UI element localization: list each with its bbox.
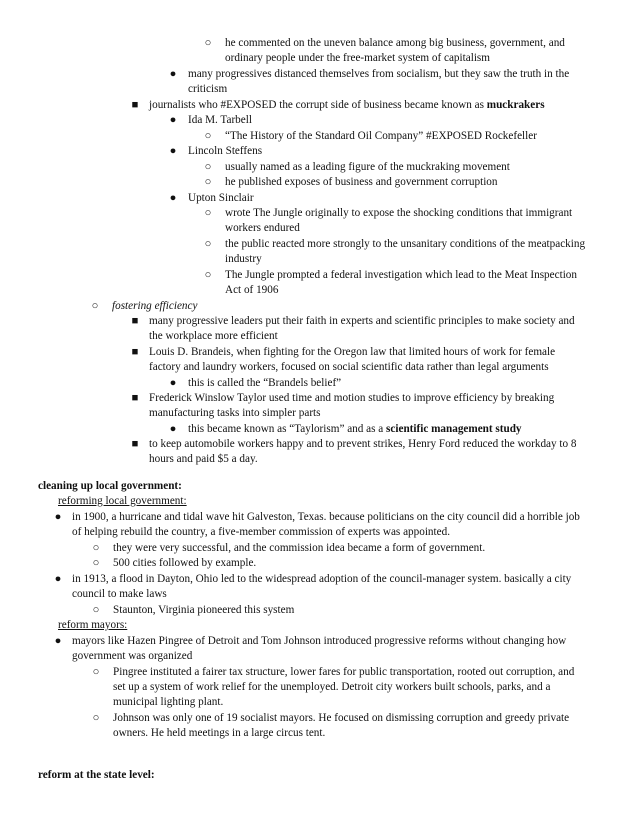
note-text: Frederick Winslow Taylor used time and motion studies to improve efficiency by breaking (149, 392, 555, 404)
note-text: they were very successful, and the commission idea became a form of government. (113, 542, 486, 554)
note-text: Act of 1906 (225, 284, 279, 296)
subsection-heading: reform mayors: (58, 619, 128, 631)
note-text-part: this became known as “Taylorism” and as a (188, 423, 387, 435)
keyword-scientific-management: scientific management study (386, 423, 522, 435)
square-bullet-icon: ■ (131, 438, 139, 450)
note-text: Upton Sinclair (188, 192, 254, 204)
note-text: Louis D. Brandeis, when fighting for the Oregon law that limited hours of work for female (149, 346, 556, 358)
note-text: Johnson was only one of 19 socialist mayors. He focused on dismissing corruption and greedy private (113, 712, 570, 724)
disc-bullet-icon: ● (54, 635, 62, 647)
note-text: set up a system of work relief for the unemployed. Detroit city workers built schools, parks, and a (113, 681, 551, 693)
circle-bullet-icon: ○ (92, 557, 100, 569)
note-text: “The History of the Standard Oil Company” #EXPOSED Rockefeller (225, 130, 537, 142)
note-text: workers endured (225, 222, 300, 234)
circle-bullet-icon: ○ (92, 666, 100, 678)
disc-bullet-icon: ● (169, 68, 177, 80)
note-text: wrote The Jungle originally to expose the shocking conditions that immigrant (225, 207, 573, 219)
note-text: owners. He held meetings in a large circus tent. (113, 727, 326, 739)
note-text: to keep automobile workers happy and to prevent strikes, Henry Ford reduced the workday to 8 (149, 438, 577, 450)
circle-bullet-icon: ○ (91, 300, 99, 312)
disc-bullet-icon: ● (169, 114, 177, 126)
note-text: Staunton, Virginia pioneered this system (113, 604, 295, 616)
note-text: The Jungle prompted a federal investigation which lead to the Meat Inspection (225, 269, 577, 281)
note-text: he commented on the uneven balance among big business, government, and (225, 37, 565, 49)
circle-bullet-icon: ○ (204, 207, 212, 219)
section-heading: fostering efficiency (112, 300, 198, 312)
note-text: council to make laws (72, 588, 167, 600)
circle-bullet-icon: ○ (204, 238, 212, 250)
square-bullet-icon: ■ (131, 346, 139, 358)
note-text: factory and laundry workers, focused on social scientific data rather than legal arguments (149, 361, 549, 373)
note-text: Lincoln Steffens (188, 145, 263, 157)
square-bullet-icon: ■ (131, 315, 139, 327)
square-bullet-icon: ■ (131, 99, 139, 111)
note-text-part: journalists who #EXPOSED the corrupt side of business became known as (149, 99, 487, 111)
circle-bullet-icon: ○ (204, 37, 212, 49)
circle-bullet-icon: ○ (204, 269, 212, 281)
note-text: Pingree instituted a fairer tax structure, lower fares for public transportation, rooted out corruption, and (113, 666, 575, 678)
circle-bullet-icon: ○ (92, 712, 100, 724)
note-text: hours and paid $5 a day. (149, 453, 258, 465)
note-text: in 1913, a flood in Dayton, Ohio led to the widespread adoption of the council-manager system. basically a city (72, 573, 572, 585)
note-text: in 1900, a hurricane and tidal wave hit Galveston, Texas. because politicians on the city council did a horrible job (72, 511, 580, 523)
note-text: of helping rebuild the country, a five-member commission of experts was appointed. (72, 526, 450, 538)
circle-bullet-icon: ○ (92, 542, 100, 554)
section-heading: reform at the state level: (38, 769, 155, 781)
note-text (188, 422, 522, 437)
note-text (149, 98, 545, 113)
note-text: municipal lighting plant. (113, 696, 224, 708)
note-text: mayors like Hazen Pingree of Detroit and Tom Johnson introduced progressive reforms without changing how (72, 635, 567, 647)
disc-bullet-icon: ● (169, 423, 177, 435)
note-text: criticism (188, 83, 228, 95)
note-text: 500 cities followed by example. (113, 557, 257, 569)
note-text: Ida M. Tarbell (188, 114, 252, 126)
note-text: he published exposes of business and government corruption (225, 176, 498, 188)
disc-bullet-icon: ● (54, 511, 62, 523)
subsection-heading: reforming local government: (58, 495, 187, 507)
note-text: this is called the “Brandels belief” (188, 377, 342, 389)
circle-bullet-icon: ○ (204, 161, 212, 173)
note-text: government was organized (72, 650, 193, 662)
note-text: usually named as a leading figure of the muckraking movement (225, 161, 510, 173)
note-text: the workplace more efficient (149, 330, 278, 342)
circle-bullet-icon: ○ (204, 176, 212, 188)
disc-bullet-icon: ● (54, 573, 62, 585)
disc-bullet-icon: ● (169, 192, 177, 204)
disc-bullet-icon: ● (169, 377, 177, 389)
note-text: industry (225, 253, 262, 265)
note-text: ordinary people under the free-market system of capitalism (225, 52, 490, 64)
square-bullet-icon: ■ (131, 392, 139, 404)
circle-bullet-icon: ○ (204, 130, 212, 142)
disc-bullet-icon: ● (169, 145, 177, 157)
keyword-muckrakers: muckrakers (486, 99, 545, 111)
note-text: many progressives distanced themselves from socialism, but they saw the truth in the (188, 68, 570, 80)
section-heading: cleaning up local government: (38, 480, 182, 492)
note-text: manufacturing tasks into simpler parts (149, 407, 321, 419)
note-text: the public reacted more strongly to the unsanitary conditions of the meatpacking (225, 238, 586, 250)
note-text: many progressive leaders put their faith in experts and scientific principles to make society and (149, 315, 575, 327)
circle-bullet-icon: ○ (92, 604, 100, 616)
